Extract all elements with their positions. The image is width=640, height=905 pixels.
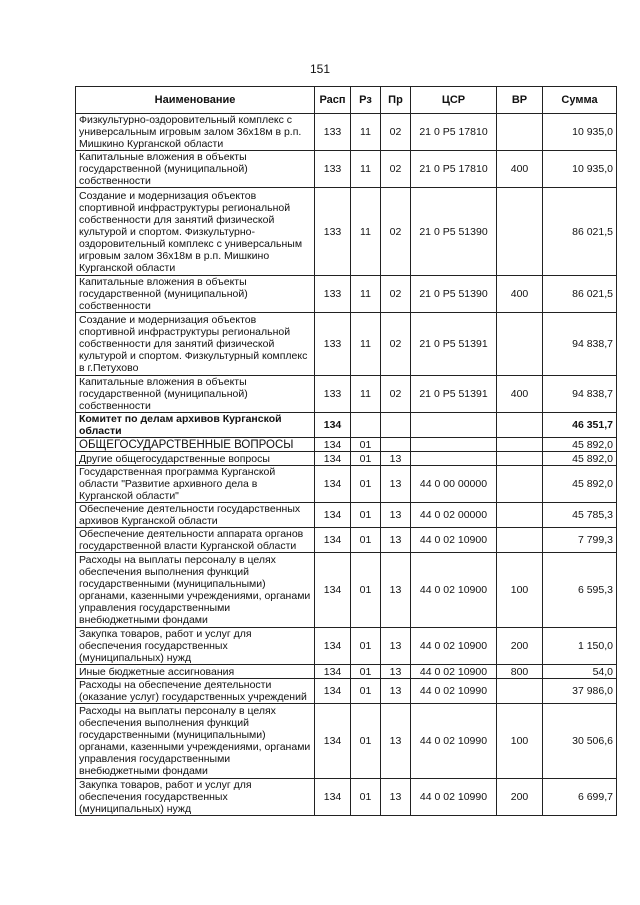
row-rz: 11 bbox=[351, 151, 381, 188]
col-header-name: Наименование bbox=[76, 87, 315, 114]
table-row bbox=[76, 779, 617, 816]
table-row bbox=[76, 151, 617, 188]
row-pr bbox=[381, 438, 411, 452]
row-rz: 01 bbox=[351, 704, 381, 779]
row-pr: 13 bbox=[381, 528, 411, 553]
row-name: Расходы на обеспечение деятельности (оказание услуг) государственных учреждений bbox=[76, 679, 315, 704]
row-pr bbox=[381, 413, 411, 438]
row-csr: 44 0 02 10990 bbox=[411, 704, 497, 779]
table-header-row bbox=[76, 87, 617, 114]
row-csr: 44 0 02 10900 bbox=[411, 665, 497, 679]
row-csr: 44 0 02 10900 bbox=[411, 628, 497, 665]
row-rasp: 134 bbox=[315, 452, 351, 466]
row-csr: 21 0 P5 51390 bbox=[411, 188, 497, 276]
table-row bbox=[76, 628, 617, 665]
table-row bbox=[76, 276, 617, 313]
col-header-csr: ЦСР bbox=[411, 87, 497, 114]
row-vr bbox=[497, 413, 543, 438]
row-sum: 1 150,0 bbox=[543, 628, 617, 665]
budget-table bbox=[75, 86, 617, 816]
row-vr: 200 bbox=[497, 628, 543, 665]
row-csr: 21 0 P5 17810 bbox=[411, 151, 497, 188]
table-row bbox=[76, 503, 617, 528]
page-number: 151 bbox=[309, 62, 331, 76]
row-sum: 94 838,7 bbox=[543, 313, 617, 376]
row-vr: 400 bbox=[497, 276, 543, 313]
row-csr: 44 0 02 10900 bbox=[411, 553, 497, 628]
row-csr: 44 0 02 10900 bbox=[411, 528, 497, 553]
row-vr bbox=[497, 452, 543, 466]
row-rz: 01 bbox=[351, 665, 381, 679]
table-row bbox=[76, 665, 617, 679]
row-pr: 13 bbox=[381, 665, 411, 679]
row-vr bbox=[497, 114, 543, 151]
table-row bbox=[76, 553, 617, 628]
row-sum: 54,0 bbox=[543, 665, 617, 679]
row-pr: 13 bbox=[381, 452, 411, 466]
row-sum: 30 506,6 bbox=[543, 704, 617, 779]
row-sum: 45 892,0 bbox=[543, 438, 617, 452]
row-vr: 400 bbox=[497, 376, 543, 413]
table-row bbox=[76, 438, 617, 452]
row-name: Расходы на выплаты персоналу в целях обеспечения выполнения функций государственными (муниципальными) органами, казенными учреждениями, органами управления государственными внебюджетными фондами bbox=[76, 553, 315, 628]
row-rz: 01 bbox=[351, 452, 381, 466]
row-vr bbox=[497, 438, 543, 452]
table-row bbox=[76, 188, 617, 276]
table-row bbox=[76, 114, 617, 151]
col-header-pr: Пр bbox=[381, 87, 411, 114]
row-rasp: 134 bbox=[315, 413, 351, 438]
row-vr bbox=[497, 679, 543, 704]
row-pr: 13 bbox=[381, 503, 411, 528]
row-rasp: 134 bbox=[315, 665, 351, 679]
table-row-committee bbox=[76, 413, 617, 438]
row-name: Капитальные вложения в объекты государственной (муниципальной) собственности bbox=[76, 151, 315, 188]
row-vr bbox=[497, 188, 543, 276]
row-rasp: 134 bbox=[315, 553, 351, 628]
row-pr: 02 bbox=[381, 114, 411, 151]
table-row bbox=[76, 679, 617, 704]
row-rasp: 134 bbox=[315, 779, 351, 816]
row-sum: 10 935,0 bbox=[543, 151, 617, 188]
row-name: Закупка товаров, работ и услуг для обеспечения государственных (муниципальных) нужд bbox=[76, 779, 315, 816]
row-vr bbox=[497, 528, 543, 553]
table-row bbox=[76, 466, 617, 503]
row-csr: 44 0 00 00000 bbox=[411, 466, 497, 503]
row-name: Иные бюджетные ассигнования bbox=[76, 665, 315, 679]
row-name: Физкультурно-оздоровительный комплекс с универсальным игровым залом 36х18м в р.п. Мишкино Курганской области bbox=[76, 114, 315, 151]
row-pr: 13 bbox=[381, 679, 411, 704]
row-name: Обеспечение деятельности государственных архивов Курганской области bbox=[76, 503, 315, 528]
table-row bbox=[76, 313, 617, 376]
row-rz: 01 bbox=[351, 466, 381, 503]
table-row bbox=[76, 528, 617, 553]
row-vr bbox=[497, 313, 543, 376]
col-header-rz: Рз bbox=[351, 87, 381, 114]
row-csr bbox=[411, 438, 497, 452]
row-rz: 11 bbox=[351, 276, 381, 313]
row-name: Создание и модернизация объектов спортивной инфраструктуры региональной собственности для занятий физической культурой и спортом. Физкультурный комплекс в г.Петухово bbox=[76, 313, 315, 376]
row-rz: 11 bbox=[351, 376, 381, 413]
table-row bbox=[76, 376, 617, 413]
row-name: Создание и модернизация объектов спортивной инфраструктуры региональной собственности для занятий физической культурой и спортом. Физкультурно-оздоровительный комплекс с универсальным игровым залом 36х18м в р.п. Мишкино Курганской области bbox=[76, 188, 315, 276]
row-rasp: 134 bbox=[315, 503, 351, 528]
row-csr: 21 0 P5 51391 bbox=[411, 313, 497, 376]
col-header-vr: ВР bbox=[497, 87, 543, 114]
row-pr: 13 bbox=[381, 779, 411, 816]
row-sum: 6 595,3 bbox=[543, 553, 617, 628]
row-vr: 100 bbox=[497, 553, 543, 628]
row-csr: 44 0 02 10990 bbox=[411, 679, 497, 704]
row-rasp: 134 bbox=[315, 628, 351, 665]
row-name: Капитальные вложения в объекты государственной (муниципальной) собственности bbox=[76, 276, 315, 313]
row-rasp: 133 bbox=[315, 313, 351, 376]
row-name: Обеспечение деятельности аппарата органов государственной власти Курганской области bbox=[76, 528, 315, 553]
row-vr: 800 bbox=[497, 665, 543, 679]
row-sum: 46 351,7 bbox=[543, 413, 617, 438]
row-rasp: 133 bbox=[315, 376, 351, 413]
row-name: Комитет по делам архивов Курганской области bbox=[76, 413, 315, 438]
row-rz bbox=[351, 413, 381, 438]
row-rasp: 134 bbox=[315, 466, 351, 503]
row-sum: 86 021,5 bbox=[543, 188, 617, 276]
row-rz: 01 bbox=[351, 528, 381, 553]
row-vr: 100 bbox=[497, 704, 543, 779]
row-name: Закупка товаров, работ и услуг для обеспечения государственных (муниципальных) нужд bbox=[76, 628, 315, 665]
row-csr bbox=[411, 452, 497, 466]
row-name: Государственная программа Курганской области "Развитие архивного дела в Курганской области" bbox=[76, 466, 315, 503]
row-rz: 01 bbox=[351, 503, 381, 528]
row-rz: 01 bbox=[351, 438, 381, 452]
row-sum: 45 892,0 bbox=[543, 466, 617, 503]
row-sum: 7 799,3 bbox=[543, 528, 617, 553]
row-rz: 01 bbox=[351, 679, 381, 704]
row-rasp: 133 bbox=[315, 188, 351, 276]
row-rz: 01 bbox=[351, 553, 381, 628]
row-rasp: 133 bbox=[315, 114, 351, 151]
table-row bbox=[76, 452, 617, 466]
row-rasp: 134 bbox=[315, 438, 351, 452]
row-pr: 02 bbox=[381, 313, 411, 376]
row-sum: 86 021,5 bbox=[543, 276, 617, 313]
row-sum: 45 892,0 bbox=[543, 452, 617, 466]
row-csr: 21 0 P5 17810 bbox=[411, 114, 497, 151]
row-sum: 94 838,7 bbox=[543, 376, 617, 413]
row-sum: 10 935,0 bbox=[543, 114, 617, 151]
row-rz: 01 bbox=[351, 628, 381, 665]
row-pr: 13 bbox=[381, 704, 411, 779]
row-rz: 01 bbox=[351, 779, 381, 816]
row-pr: 13 bbox=[381, 553, 411, 628]
row-rz: 11 bbox=[351, 188, 381, 276]
row-vr bbox=[497, 503, 543, 528]
row-rz: 11 bbox=[351, 313, 381, 376]
table-row bbox=[76, 704, 617, 779]
row-rasp: 134 bbox=[315, 528, 351, 553]
row-name: Расходы на выплаты персоналу в целях обеспечения выполнения функций государственными (муниципальными) органами, казенными учреждениями, органами управления государственными внебюджетными фондами bbox=[76, 704, 315, 779]
row-vr: 400 bbox=[497, 151, 543, 188]
row-csr: 44 0 02 10990 bbox=[411, 779, 497, 816]
row-rasp: 133 bbox=[315, 151, 351, 188]
row-sum: 6 699,7 bbox=[543, 779, 617, 816]
row-name: Другие общегосударственные вопросы bbox=[76, 452, 315, 466]
row-vr: 200 bbox=[497, 779, 543, 816]
row-rasp: 134 bbox=[315, 704, 351, 779]
row-pr: 02 bbox=[381, 151, 411, 188]
row-sum: 45 785,3 bbox=[543, 503, 617, 528]
row-csr: 21 0 P5 51390 bbox=[411, 276, 497, 313]
row-pr: 02 bbox=[381, 376, 411, 413]
col-header-sum: Сумма bbox=[543, 87, 617, 114]
row-name: ОБЩЕГОСУДАРСТВЕННЫЕ ВОПРОСЫ bbox=[76, 438, 315, 452]
row-sum: 37 986,0 bbox=[543, 679, 617, 704]
row-pr: 02 bbox=[381, 188, 411, 276]
row-pr: 13 bbox=[381, 628, 411, 665]
row-csr: 44 0 02 00000 bbox=[411, 503, 497, 528]
row-pr: 13 bbox=[381, 466, 411, 503]
row-rasp: 134 bbox=[315, 679, 351, 704]
row-csr: 21 0 P5 51391 bbox=[411, 376, 497, 413]
row-csr bbox=[411, 413, 497, 438]
row-rz: 11 bbox=[351, 114, 381, 151]
row-name: Капитальные вложения в объекты государственной (муниципальной) собственности bbox=[76, 376, 315, 413]
row-pr: 02 bbox=[381, 276, 411, 313]
col-header-rasp: Расп bbox=[315, 87, 351, 114]
row-vr bbox=[497, 466, 543, 503]
row-rasp: 133 bbox=[315, 276, 351, 313]
